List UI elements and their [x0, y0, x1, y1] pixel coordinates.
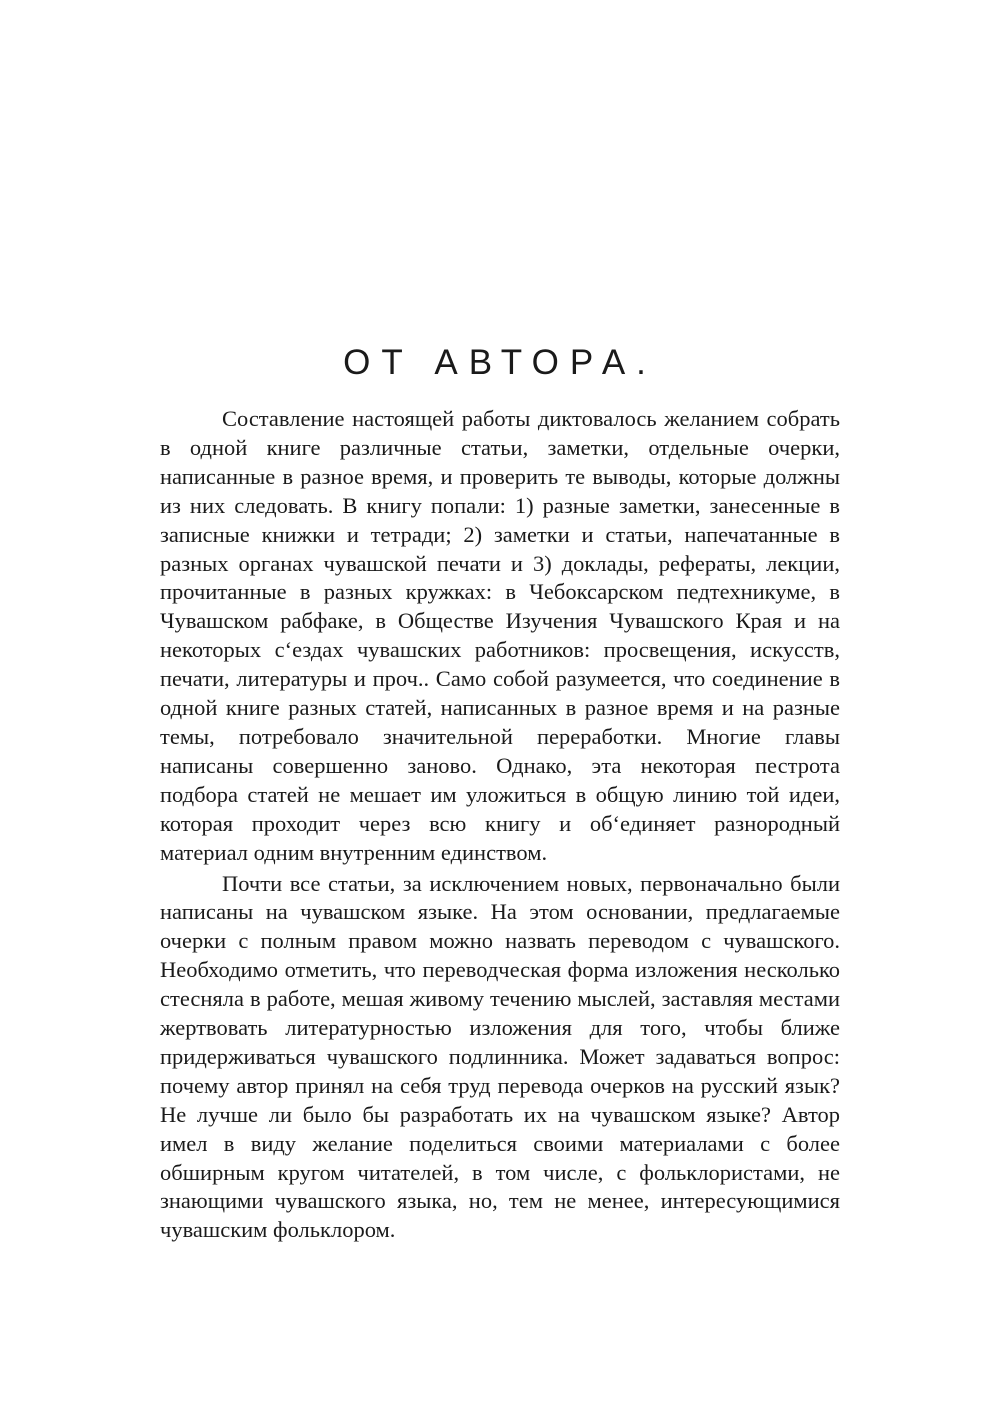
paragraph-2: Почти все статьи, за исключением новых, первоначально были написаны на чувашском языке. На этом основании, предлагаемые очерки с полным правом можно назвать переводом с чувашского. Необходимо отметить, что переводческая форма изложения несколько стесняла в работе, мешая живому течению мыслей, заставляя местами жертвовать литературностью изложения для того, чтобы ближе придерживаться чувашского подлинника. Может задаваться вопрос: почему автор принял на себя труд перевода очерков на русский язык? Не лучше ли было бы разработать их на чувашском языке? Автор имел в виду желание поделиться своими материалами с более обширным кругом читателей, в том числе, с фольклористами, не знающими чувашского языка, но, тем не менее, интересующимися чувашским фольклором.: [160, 870, 840, 1243]
page-title: ОТ АВТОРА.: [343, 343, 657, 382]
paragraph-1: Составление настоящей работы диктовалось желанием собрать в одной книге различные статьи, заметки, отдельные очерки, написанные в разное время, и проверить те выводы, которые должны из них следовать. В книгу попали: 1) разные заметки, занесенные в записные книжки и тетради; 2) заметки и статьи, напечатанные в разных органах чувашской печати и 3) доклады, рефераты, лекции, прочитанные в разных кружках: в Чебоксарском педтехникуме, в Чувашском рабфаке, в Обществе Изучения Чувашского Края и на некоторых с‘ездах чувашских работников: просвещения, искусств, печати, литературы и проч.. Само собой разумеется, что соединение в одной книге разных статей, написанных в разное время и на разные темы, потребовало значительной переработки. Многие главы написаны совершенно заново. Однако, эта некоторая пестрота подбора статей не мешает им уложиться в общую линию той идеи, которая проходит через всю книгу и об‘единяет разнородный материал одним внутренним единством.: [160, 406, 840, 865]
body-text: [160, 405, 840, 1245]
